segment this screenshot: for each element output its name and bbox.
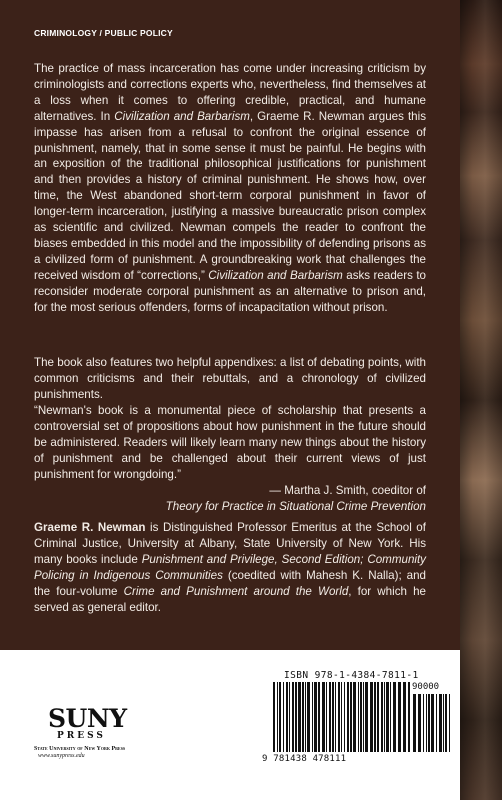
review-quote: “Newman's book is a monumental piece of scholarship that presents a controversial set of propositions about how punishment in the future should be administered. Readers will likely learn many new things about the history of punishment and be challenged about their current views of just punishment for wrongdoing.”: [34, 404, 426, 481]
barcode-bar: [338, 682, 340, 752]
barcode-bar: [305, 682, 306, 752]
barcode-bar: [283, 682, 284, 752]
barcode-bar: [398, 682, 401, 752]
book-title: Civilization and Barbarism: [114, 109, 250, 123]
isbn-text: ISBN 978-1-4384-7811-1: [284, 670, 419, 681]
barcode-digits: 9 781438 478111: [262, 754, 347, 764]
book-title: Crime and Punishment around the World: [123, 584, 349, 598]
barcode-bar: [279, 682, 281, 752]
barcode-bar: [403, 682, 406, 752]
barcode-bar: [413, 694, 416, 752]
barcode-bar: [322, 682, 325, 752]
barcode-bar: [374, 682, 376, 752]
barcode-bar: [312, 682, 313, 752]
barcode-bar: [292, 682, 294, 752]
barcode-bar: [445, 694, 447, 752]
barcode-bar: [384, 682, 385, 752]
barcode-bar: [439, 694, 442, 752]
barcode-bar: [363, 682, 364, 752]
barcode-bar: [443, 694, 444, 752]
front-cover-edge-image: [460, 0, 502, 800]
barcode-bar: [307, 682, 310, 752]
book-title: Civilization and Barbarism: [208, 268, 343, 282]
barcode-bar: [332, 682, 334, 752]
barcode-bar: [381, 682, 383, 752]
book-title: Punishment and Privilege, Second Edition; Community Policing in Indigenous Communities: [34, 552, 426, 582]
barcode-bar: [286, 682, 288, 752]
barcode-bar: [289, 682, 290, 752]
barcode-bar: [344, 682, 345, 752]
description-paragraph-2: The book also features two helpful appendixes: a list of debating points, with common criticisms and their rebuttals, and a chronology of civilized punishments.: [34, 356, 426, 401]
publisher-name: State University of New York Press: [34, 746, 126, 752]
barcode-bar: [370, 682, 373, 752]
barcode-bar: [314, 682, 317, 752]
category-label: CRIMINOLOGY / PUBLIC POLICY: [34, 28, 173, 38]
barcode-bar: [390, 682, 391, 752]
author-name: Graeme R. Newman: [34, 521, 146, 534]
barcode-bar: [302, 682, 304, 752]
description-paragraph-1: The practice of mass incarceration has come under increasing criticism by criminologists and corrections experts who, nevertheless, find themselves at a loss when it comes to offering credible, practical, and humane alternatives. In Civilization and Barbarism, Graeme R. Newman argues this impasse has arisen from a refusal to confront the original essence of punishment, namely, that in some sense it must be painful. He begins with an exposition of the traditional philosophical justifications for punishment and then provides a history of criminal punishment. He shows how, over time, the West abandoned short-term corporal punishment in favor of longer-term incarceration, justifying a massive bureaucratic prison complex as scientific and civilized. Newman compels the reader to confront the biases embedded in this model and the impossibility of defending prisons as a civilized form of punishment. A groundbreaking work that challenges the received wisdom of “corrections,” Civilization and Barbarism asks readers to reconsider moderate corporal punishment as an alternative to prison and, for the most serious offenders, forms of incapacitation without prison.: [34, 62, 426, 314]
barcode-bar: [365, 682, 368, 752]
barcode-bar: [341, 682, 342, 752]
barcode-bar: [436, 694, 437, 752]
barcode-bar: [408, 682, 410, 752]
quote-attribution: — Martha J. Smith, coeditor of: [269, 484, 426, 497]
barcode-bar: [326, 682, 327, 752]
barcode-bar: [360, 682, 362, 752]
barcode-bar: [418, 694, 421, 752]
barcode-bar: [347, 682, 349, 752]
barcode-bar: [329, 682, 331, 752]
barcode-bar: [350, 682, 352, 752]
suny-logo-text: SUNY: [48, 704, 127, 733]
price-addon-text: 90000: [412, 682, 440, 692]
barcode-bar: [377, 682, 379, 752]
barcode-bar: [335, 682, 336, 752]
barcode-bar: [298, 682, 301, 752]
barcode-bar: [431, 694, 434, 752]
isbn-barcode: [260, 670, 456, 775]
publisher-logo: [34, 704, 127, 759]
barcode-bar: [358, 682, 359, 752]
barcode-bar: [353, 682, 356, 752]
quote-source: Theory for Practice in Situational Crime Prevention: [165, 500, 426, 513]
barcode-bar: [428, 694, 430, 752]
barcode-bar: [318, 682, 320, 752]
barcode-bar: [277, 682, 278, 752]
barcode-bar: [426, 694, 427, 752]
press-logo-text: PRESS: [57, 731, 106, 741]
barcode-bar: [273, 682, 275, 752]
barcode-bar: [449, 694, 450, 752]
author-bio: Graeme R. Newman is Distinguished Professor Emeritus at the School of Criminal Justice, University at Albany, State University of New York. His many books include Punishment and Privilege, Second Edition; Community Policing in Indigenous Communities (coedited with Mahesh K. Nalla); and the four-volume Crime and Punishment around the World, for which he served as general editor.: [34, 521, 427, 614]
barcode-bars: [272, 682, 412, 752]
barcode-bar: [393, 682, 396, 752]
barcode-bar: [423, 694, 424, 752]
barcode-bar: [295, 682, 297, 752]
barcode-bar: [386, 682, 389, 752]
publisher-url: www.sunypress.edu: [38, 753, 85, 759]
addon-barcode-bars: [412, 694, 452, 752]
